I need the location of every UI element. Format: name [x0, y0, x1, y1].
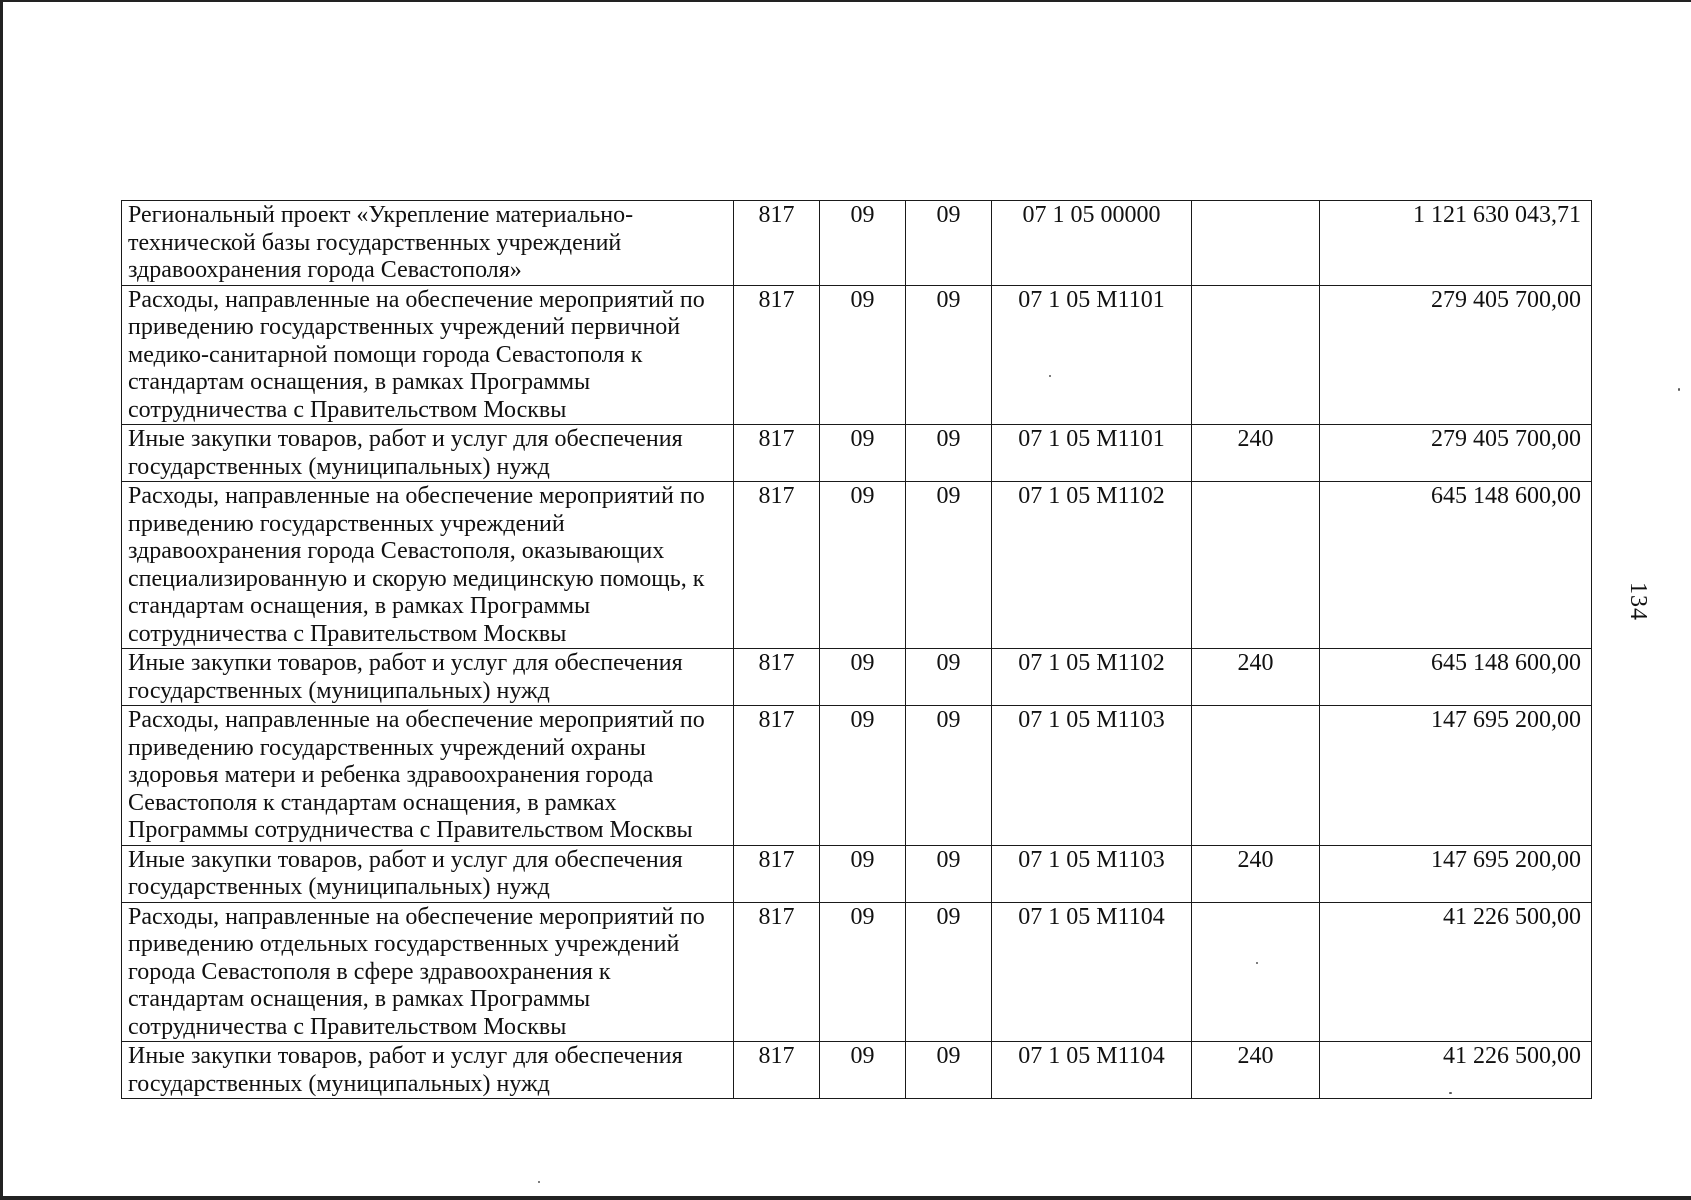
- row-rz: 09: [820, 1042, 906, 1099]
- row-sum: 1 121 630 043,71: [1320, 201, 1592, 286]
- row-sum: 147 695 200,00: [1320, 845, 1592, 902]
- row-pr: 09: [906, 706, 992, 846]
- row-name: Расходы, направленные на обеспечение мероприятий по приведению государственных учреждений здравоохранения города Севастополя, оказывающих специализированную и скорую медицинскую помощь, к стандартам оснащения, в рамках Программы сотрудничества с Правительством Москвы: [122, 482, 734, 649]
- row-csr: 07 1 05 М1104: [992, 902, 1192, 1042]
- row-pr: 09: [906, 425, 992, 482]
- row-pr: 09: [906, 201, 992, 286]
- row-csr: 07 1 05 М1101: [992, 285, 1192, 425]
- row-csr: 07 1 05 М1102: [992, 482, 1192, 649]
- table-row: [122, 706, 1592, 846]
- row-sum: 645 148 600,00: [1320, 482, 1592, 649]
- row-vr: 240: [1192, 1042, 1320, 1099]
- row-name: Иные закупки товаров, работ и услуг для обеспечения государственных (муниципальных) нужд: [122, 649, 734, 706]
- row-ved: 817: [734, 706, 820, 846]
- row-sum: 147 695 200,00: [1320, 706, 1592, 846]
- page-number: 134: [1625, 582, 1651, 621]
- row-vr: [1192, 285, 1320, 425]
- row-pr: 09: [906, 845, 992, 902]
- scan-speck: [538, 1181, 540, 1183]
- row-csr: 07 1 05 М1102: [992, 649, 1192, 706]
- row-rz: 09: [820, 285, 906, 425]
- row-rz: 09: [820, 425, 906, 482]
- table-row: [122, 902, 1592, 1042]
- row-ved: 817: [734, 649, 820, 706]
- scan-speck: [1049, 375, 1051, 377]
- row-vr: [1192, 706, 1320, 846]
- scan-speck: [1449, 1092, 1452, 1094]
- row-rz: 09: [820, 649, 906, 706]
- row-rz: 09: [820, 482, 906, 649]
- row-csr: 07 1 05 М1104: [992, 1042, 1192, 1099]
- row-ved: 817: [734, 1042, 820, 1099]
- table-row: [122, 845, 1592, 902]
- row-csr: 07 1 05 М1103: [992, 706, 1192, 846]
- row-ved: 817: [734, 201, 820, 286]
- row-vr: [1192, 201, 1320, 286]
- row-csr: 07 1 05 00000: [992, 201, 1192, 286]
- row-name: Расходы, направленные на обеспечение мероприятий по приведению отдельных государственных учреждений города Севастополя в сфере здравоохранения к стандартам оснащения, в рамках Программы сотрудничества с Правительством Москвы: [122, 902, 734, 1042]
- row-name: Иные закупки товаров, работ и услуг для обеспечения государственных (муниципальных) нужд: [122, 1042, 734, 1099]
- table-row: [122, 201, 1592, 286]
- row-sum: 41 226 500,00: [1320, 1042, 1592, 1099]
- row-vr: [1192, 902, 1320, 1042]
- row-pr: 09: [906, 482, 992, 649]
- row-ved: 817: [734, 425, 820, 482]
- row-ved: 817: [734, 845, 820, 902]
- row-pr: 09: [906, 285, 992, 425]
- table-row: [122, 285, 1592, 425]
- row-rz: 09: [820, 902, 906, 1042]
- row-vr: 240: [1192, 649, 1320, 706]
- row-ved: 817: [734, 482, 820, 649]
- row-sum: 41 226 500,00: [1320, 902, 1592, 1042]
- row-name: Расходы, направленные на обеспечение мероприятий по приведению государственных учреждений охраны здоровья матери и ребенка здравоохранения города Севастополя к стандартам оснащения, в рамках Программы сотрудничества с Правительством Москвы: [122, 706, 734, 846]
- row-sum: 279 405 700,00: [1320, 425, 1592, 482]
- row-sum: 279 405 700,00: [1320, 285, 1592, 425]
- row-sum: 645 148 600,00: [1320, 649, 1592, 706]
- scan-speck: [1678, 388, 1680, 391]
- row-vr: [1192, 482, 1320, 649]
- row-name: Региональный проект «Укрепление материально-технической базы государственных учреждений здравоохранения города Севастополя»: [122, 201, 734, 286]
- table-row: [122, 425, 1592, 482]
- table-row: [122, 482, 1592, 649]
- table-row: [122, 649, 1592, 706]
- row-pr: 09: [906, 649, 992, 706]
- row-name: Иные закупки товаров, работ и услуг для обеспечения государственных (муниципальных) нужд: [122, 845, 734, 902]
- row-ved: 817: [734, 285, 820, 425]
- row-rz: 09: [820, 201, 906, 286]
- row-csr: 07 1 05 М1101: [992, 425, 1192, 482]
- row-vr: 240: [1192, 845, 1320, 902]
- row-rz: 09: [820, 706, 906, 846]
- row-rz: 09: [820, 845, 906, 902]
- table-row: [122, 1042, 1592, 1099]
- budget-table: [121, 200, 1592, 1099]
- row-pr: 09: [906, 902, 992, 1042]
- row-pr: 09: [906, 1042, 992, 1099]
- row-vr: 240: [1192, 425, 1320, 482]
- row-name: Расходы, направленные на обеспечение мероприятий по приведению государственных учреждений первичной медико-санитарной помощи города Севастополя к стандартам оснащения, в рамках Программы сотрудничества с Правительством Москвы: [122, 285, 734, 425]
- scan-speck: [1256, 962, 1258, 964]
- row-csr: 07 1 05 М1103: [992, 845, 1192, 902]
- row-name: Иные закупки товаров, работ и услуг для обеспечения государственных (муниципальных) нужд: [122, 425, 734, 482]
- row-ved: 817: [734, 902, 820, 1042]
